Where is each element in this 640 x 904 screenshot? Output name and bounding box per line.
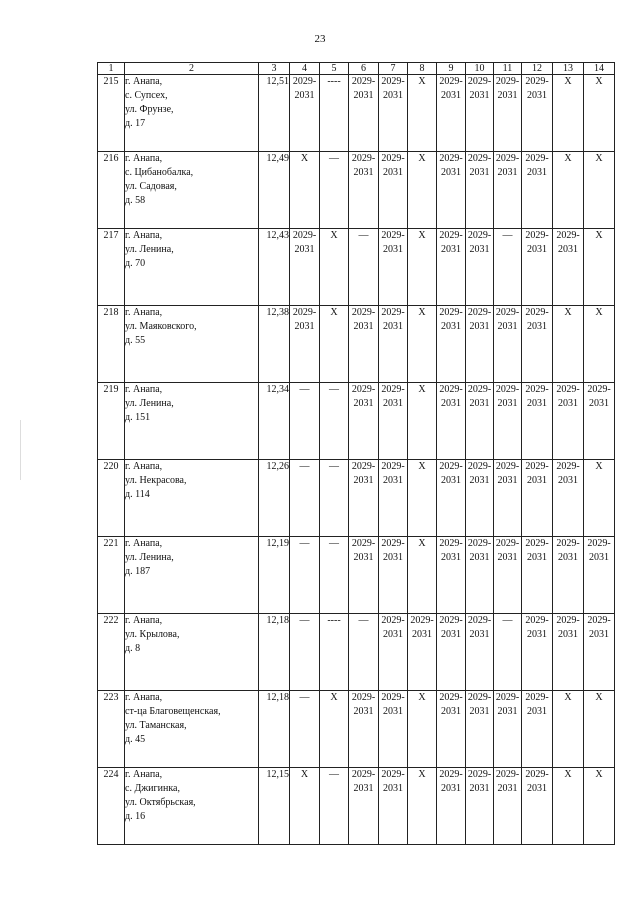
address-line: с. Джигинка, <box>125 783 180 794</box>
table-row <box>98 306 615 383</box>
period-cell: X <box>553 152 584 229</box>
column-header-2: 2 <box>125 63 259 75</box>
table-body <box>98 75 615 845</box>
period-cell: 2029-2031 <box>522 691 553 768</box>
address-line: с. Супсех, <box>125 90 168 101</box>
address-line: с. Цибанобалка, <box>125 167 194 178</box>
period-cell: 2029-2031 <box>584 383 615 460</box>
value-cell: 12,34 <box>259 383 290 460</box>
address-line: ул. Садовая, <box>125 181 177 192</box>
address-line: г. Анапа, <box>125 538 163 549</box>
address-line: д. 70 <box>125 258 146 269</box>
period-cell: 2029-2031 <box>379 691 408 768</box>
address-line: ул. Маяковского, <box>125 321 197 332</box>
period-cell: — <box>494 229 522 306</box>
period-cell: 2029-2031 <box>379 537 408 614</box>
page-number: 23 <box>314 33 326 45</box>
table-row <box>98 383 615 460</box>
period-cell: — <box>290 691 320 768</box>
period-cell: X <box>584 75 615 152</box>
period-cell: 2029-2031 <box>349 691 379 768</box>
address-line: г. Анапа, <box>125 384 163 395</box>
address-cell <box>125 691 259 768</box>
row-number: 223 <box>98 691 125 768</box>
period-cell: ---- <box>320 614 349 691</box>
column-header-1: 1 <box>98 63 125 75</box>
period-cell: 2029-2031 <box>437 152 466 229</box>
period-cell: X <box>290 152 320 229</box>
table-row <box>98 75 615 152</box>
address-line: г. Анапа, <box>125 153 163 164</box>
period-cell: X <box>584 768 615 845</box>
period-cell: 2029-2031 <box>379 460 408 537</box>
period-cell: 2029-2031 <box>522 152 553 229</box>
period-cell: X <box>408 460 437 537</box>
period-cell: X <box>408 383 437 460</box>
period-cell: 2029-2031 <box>379 229 408 306</box>
table-row <box>98 152 615 229</box>
period-cell: 2029-2031 <box>553 460 584 537</box>
period-cell: 2029-2031 <box>437 691 466 768</box>
period-cell: 2029-2031 <box>349 537 379 614</box>
row-number: 216 <box>98 152 125 229</box>
period-cell: X <box>553 691 584 768</box>
period-cell: 2029-2031 <box>349 75 379 152</box>
address-line: г. Анапа, <box>125 692 163 703</box>
table-row <box>98 691 615 768</box>
row-number: 219 <box>98 383 125 460</box>
period-cell: 2029-2031 <box>494 537 522 614</box>
address-cell <box>125 306 259 383</box>
period-cell: 2029-2031 <box>553 229 584 306</box>
period-cell: 2029-2031 <box>349 768 379 845</box>
address-line: д. 58 <box>125 195 146 206</box>
period-cell: 2029-2031 <box>349 383 379 460</box>
period-cell: 2029-2031 <box>437 460 466 537</box>
period-cell: 2029-2031 <box>437 614 466 691</box>
table-row <box>98 614 615 691</box>
period-cell: 2029-2031 <box>494 152 522 229</box>
period-cell: — <box>320 152 349 229</box>
address-line: ул. Ленина, <box>125 552 174 563</box>
value-cell: 12,18 <box>259 691 290 768</box>
column-header-8: 8 <box>408 63 437 75</box>
period-cell: 2029-2031 <box>437 75 466 152</box>
period-cell: — <box>320 537 349 614</box>
period-cell: 2029-2031 <box>553 537 584 614</box>
address-cell <box>125 75 259 152</box>
period-cell: 2029-2031 <box>466 152 494 229</box>
column-header-12: 12 <box>522 63 553 75</box>
period-cell: X <box>408 229 437 306</box>
address-cell <box>125 383 259 460</box>
column-header-13: 13 <box>553 63 584 75</box>
period-cell: — <box>290 383 320 460</box>
value-cell: 12,51 <box>259 75 290 152</box>
period-cell: 2029-2031 <box>290 229 320 306</box>
period-cell: 2029-2031 <box>466 383 494 460</box>
period-cell: X <box>320 306 349 383</box>
period-cell: — <box>349 229 379 306</box>
period-cell: 2029-2031 <box>553 614 584 691</box>
value-cell: 12,26 <box>259 460 290 537</box>
period-cell: X <box>584 229 615 306</box>
period-cell: X <box>584 691 615 768</box>
period-cell: 2029-2031 <box>349 306 379 383</box>
row-number: 221 <box>98 537 125 614</box>
address-line: г. Анапа, <box>125 615 163 626</box>
value-cell: 12,43 <box>259 229 290 306</box>
period-cell: 2029-2031 <box>494 75 522 152</box>
period-cell: X <box>408 75 437 152</box>
period-cell: 2029-2031 <box>553 383 584 460</box>
period-cell: 2029-2031 <box>466 75 494 152</box>
address-line: ул. Некрасова, <box>125 475 187 486</box>
period-cell: 2029-2031 <box>379 306 408 383</box>
row-number: 215 <box>98 75 125 152</box>
period-cell: 2029-2031 <box>522 306 553 383</box>
address-line: д. 8 <box>125 643 141 654</box>
column-header-3: 3 <box>259 63 290 75</box>
period-cell: — <box>290 460 320 537</box>
address-line: д. 187 <box>125 566 151 577</box>
table-header-row <box>98 63 615 75</box>
address-line: д. 16 <box>125 811 146 822</box>
period-cell: X <box>408 306 437 383</box>
period-cell: X <box>408 691 437 768</box>
column-header-9: 9 <box>437 63 466 75</box>
period-cell: 2029-2031 <box>437 229 466 306</box>
period-cell: X <box>553 75 584 152</box>
address-line: г. Анапа, <box>125 461 163 472</box>
period-cell: 2029-2031 <box>494 306 522 383</box>
address-line: г. Анапа, <box>125 76 163 87</box>
period-cell: X <box>584 460 615 537</box>
address-line: ст-ца Благовещенская, <box>125 706 221 717</box>
address-line: ул. Октябрьская, <box>125 797 196 808</box>
column-header-6: 6 <box>349 63 379 75</box>
row-number: 220 <box>98 460 125 537</box>
address-line: д. 55 <box>125 335 146 346</box>
value-cell: 12,18 <box>259 614 290 691</box>
period-cell: — <box>320 460 349 537</box>
period-cell: X <box>320 229 349 306</box>
address-line: ул. Ленина, <box>125 244 174 255</box>
scan-artifact <box>20 420 21 480</box>
address-cell <box>125 614 259 691</box>
period-cell: 2029-2031 <box>290 306 320 383</box>
row-number: 224 <box>98 768 125 845</box>
period-cell: X <box>553 306 584 383</box>
period-cell: 2029-2031 <box>466 614 494 691</box>
period-cell: X <box>584 152 615 229</box>
address-cell <box>125 229 259 306</box>
value-cell: 12,19 <box>259 537 290 614</box>
period-cell: X <box>320 691 349 768</box>
column-header-10: 10 <box>466 63 494 75</box>
period-cell: 2029-2031 <box>408 614 437 691</box>
address-cell <box>125 152 259 229</box>
period-cell: 2029-2031 <box>494 460 522 537</box>
table-row <box>98 229 615 306</box>
period-cell: 2029-2031 <box>379 152 408 229</box>
period-cell: X <box>408 152 437 229</box>
period-cell: 2029-2031 <box>494 691 522 768</box>
period-cell: X <box>584 306 615 383</box>
address-cell <box>125 537 259 614</box>
period-cell: 2029-2031 <box>522 537 553 614</box>
address-cell <box>125 460 259 537</box>
period-cell: 2029-2031 <box>379 75 408 152</box>
period-cell: 2029-2031 <box>584 614 615 691</box>
period-cell: — <box>494 614 522 691</box>
period-cell: X <box>290 768 320 845</box>
period-cell: 2029-2031 <box>522 229 553 306</box>
period-cell: 2029-2031 <box>494 768 522 845</box>
register-table <box>97 62 615 845</box>
period-cell: X <box>408 768 437 845</box>
period-cell: 2029-2031 <box>466 768 494 845</box>
period-cell: 2029-2031 <box>379 768 408 845</box>
period-cell: 2029-2031 <box>522 383 553 460</box>
address-line: ул. Таманская, <box>125 720 187 731</box>
address-line: г. Анапа, <box>125 307 163 318</box>
period-cell: 2029-2031 <box>349 460 379 537</box>
period-cell: 2029-2031 <box>466 460 494 537</box>
address-line: д. 114 <box>125 489 150 500</box>
table-row <box>98 460 615 537</box>
period-cell: — <box>290 614 320 691</box>
period-cell: 2029-2031 <box>466 537 494 614</box>
address-line: д. 17 <box>125 118 146 129</box>
period-cell: 2029-2031 <box>379 614 408 691</box>
address-line: д. 45 <box>125 734 146 745</box>
period-cell: 2029-2031 <box>437 768 466 845</box>
address-line: г. Анапа, <box>125 769 163 780</box>
period-cell: 2029-2031 <box>466 229 494 306</box>
period-cell: 2029-2031 <box>349 152 379 229</box>
column-header-5: 5 <box>320 63 349 75</box>
period-cell: 2029-2031 <box>466 306 494 383</box>
column-header-7: 7 <box>379 63 408 75</box>
address-line: д. 151 <box>125 412 151 423</box>
period-cell: 2029-2031 <box>522 614 553 691</box>
address-line: г. Анапа, <box>125 230 163 241</box>
period-cell: 2029-2031 <box>437 537 466 614</box>
period-cell: — <box>320 383 349 460</box>
row-number: 217 <box>98 229 125 306</box>
period-cell: 2029-2031 <box>379 383 408 460</box>
value-cell: 12,38 <box>259 306 290 383</box>
column-header-14: 14 <box>584 63 615 75</box>
table-row <box>98 768 615 845</box>
row-number: 218 <box>98 306 125 383</box>
period-cell: — <box>290 537 320 614</box>
table-row <box>98 537 615 614</box>
value-cell: 12,49 <box>259 152 290 229</box>
period-cell: 2029-2031 <box>290 75 320 152</box>
column-header-11: 11 <box>494 63 522 75</box>
period-cell: — <box>349 614 379 691</box>
address-line: ул. Ленина, <box>125 398 174 409</box>
period-cell: 2029-2031 <box>494 383 522 460</box>
address-line: ул. Фрунзе, <box>125 104 174 115</box>
row-number: 222 <box>98 614 125 691</box>
address-line: ул. Крылова, <box>125 629 180 640</box>
period-cell: 2029-2031 <box>584 537 615 614</box>
value-cell: 12,15 <box>259 768 290 845</box>
period-cell: 2029-2031 <box>522 75 553 152</box>
period-cell: 2029-2031 <box>522 460 553 537</box>
period-cell: 2029-2031 <box>437 383 466 460</box>
period-cell: 2029-2031 <box>437 306 466 383</box>
period-cell: 2029-2031 <box>522 768 553 845</box>
column-header-4: 4 <box>290 63 320 75</box>
period-cell: ---- <box>320 75 349 152</box>
period-cell: — <box>320 768 349 845</box>
period-cell: 2029-2031 <box>466 691 494 768</box>
period-cell: X <box>553 768 584 845</box>
address-cell <box>125 768 259 845</box>
period-cell: X <box>408 537 437 614</box>
